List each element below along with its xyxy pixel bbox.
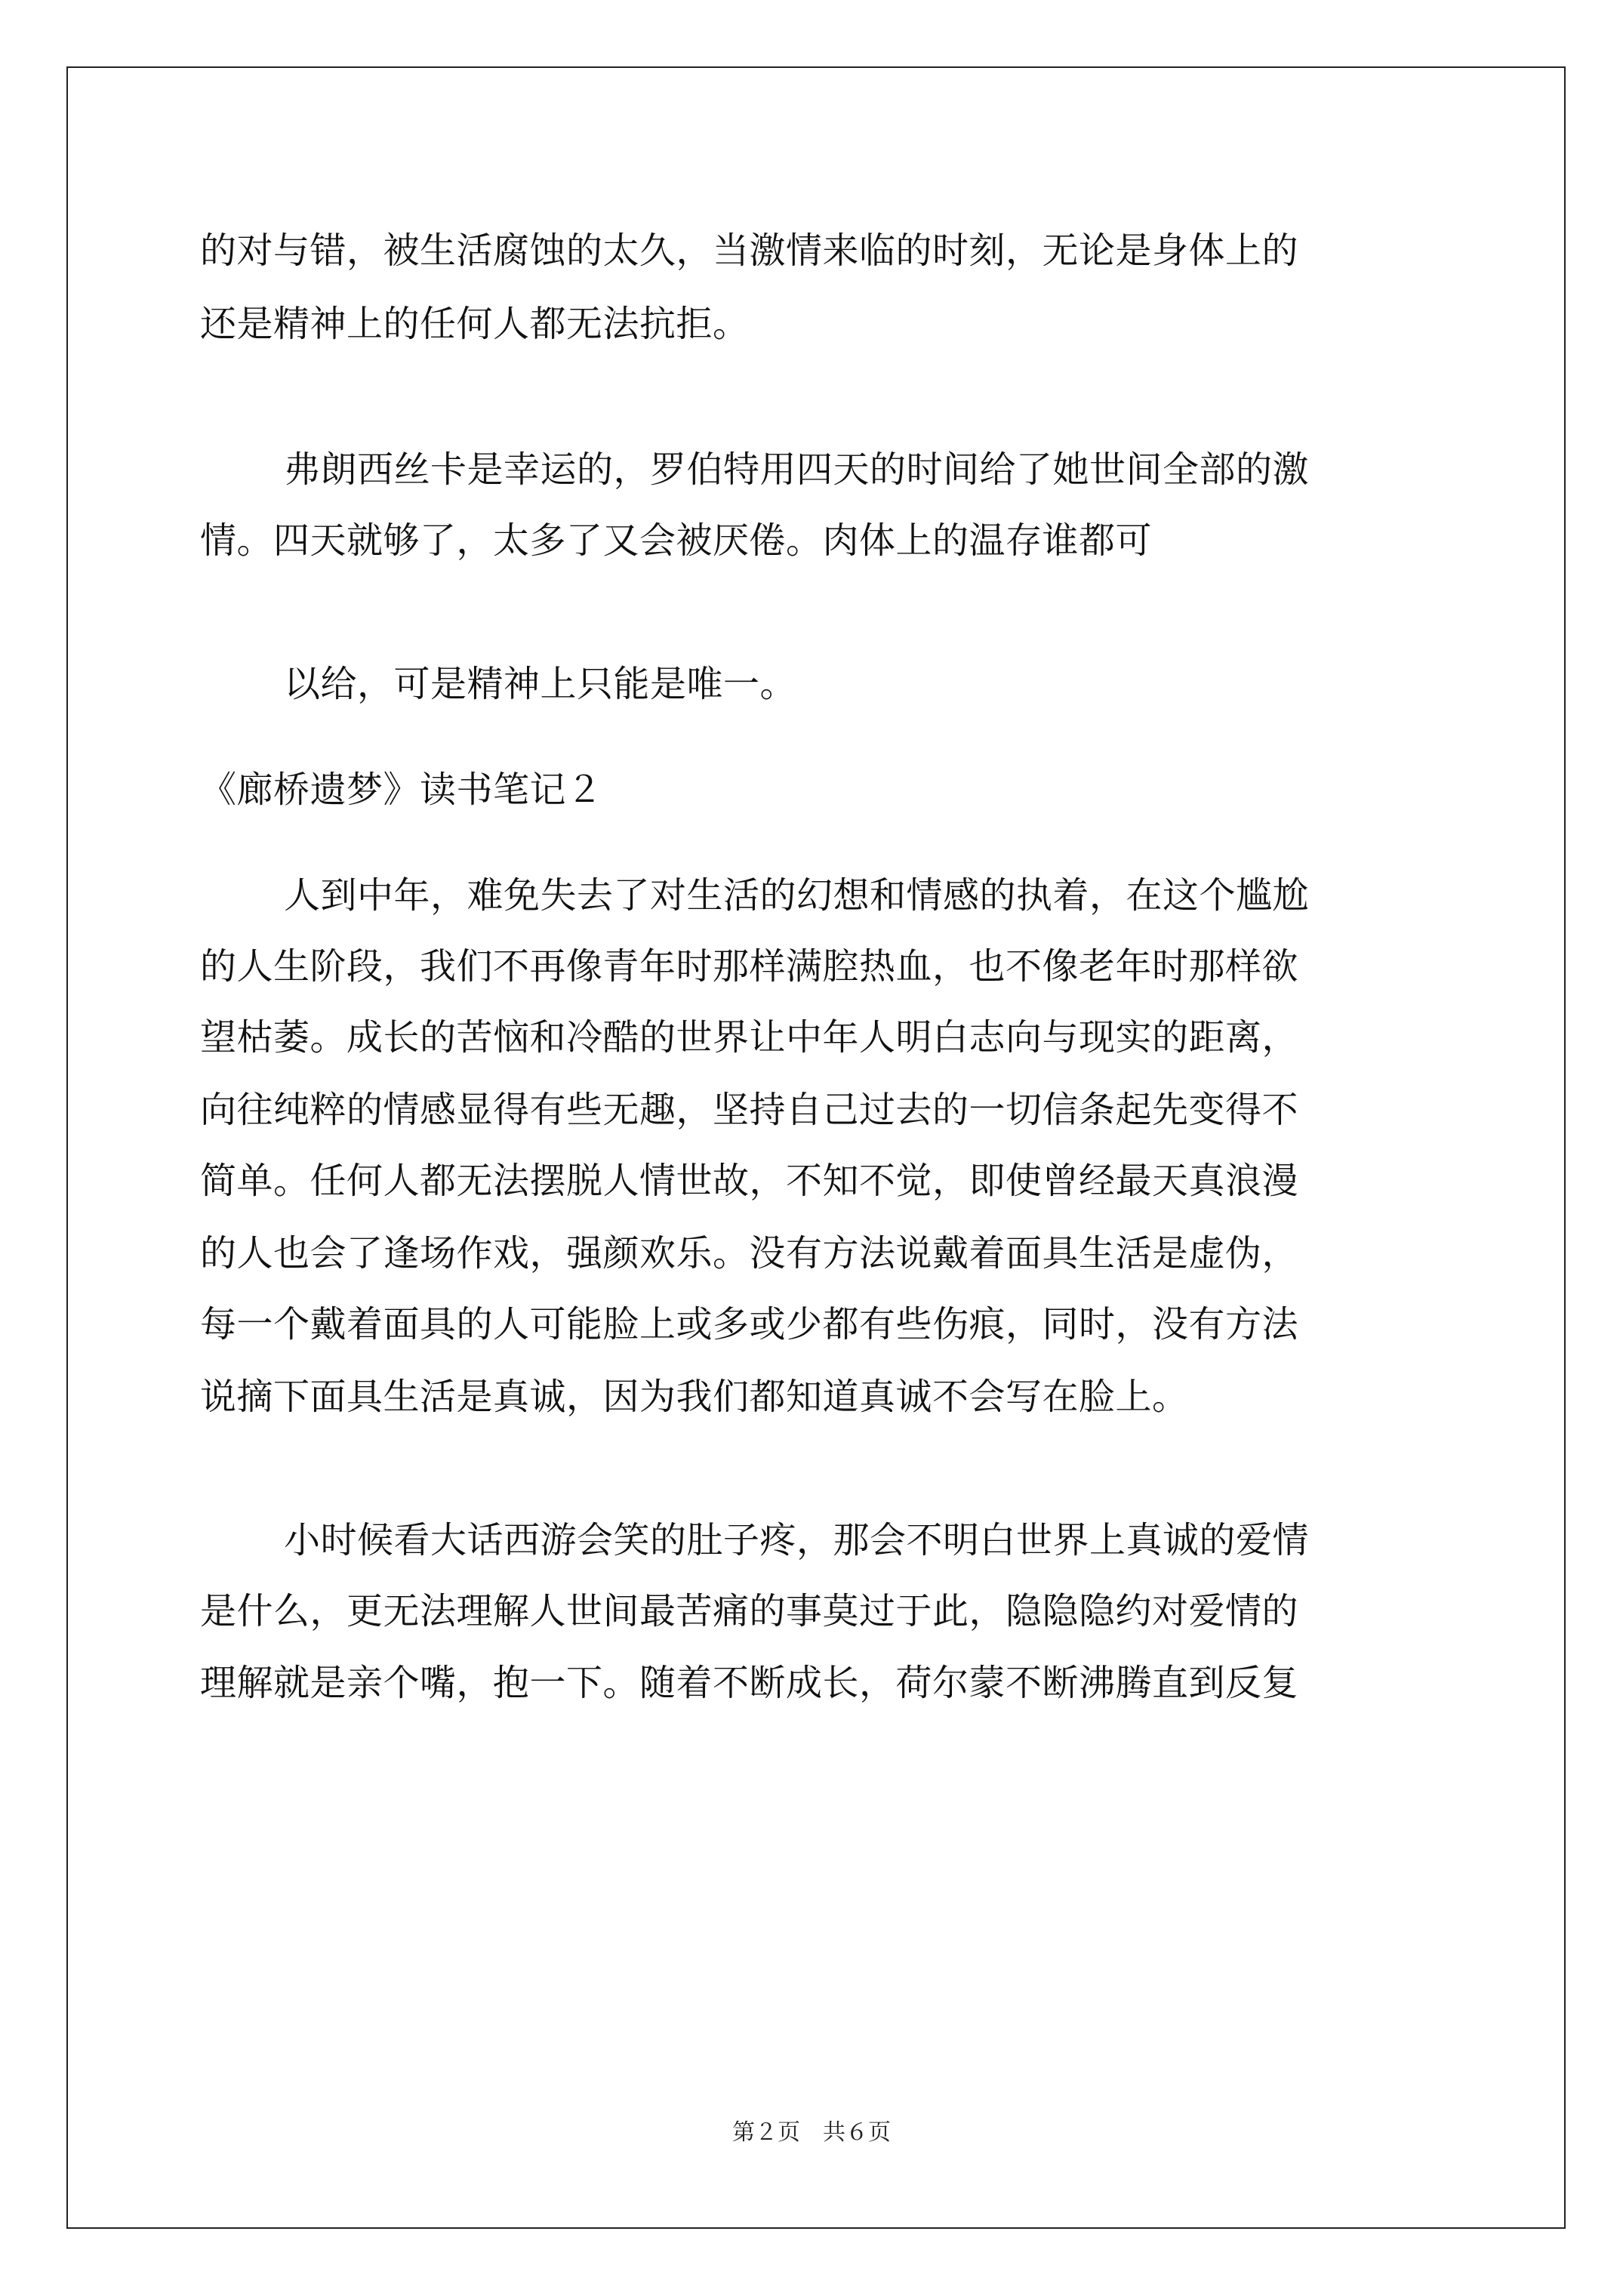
paragraph-start: 人到中年，难免失去了对生活的幻想和情感的执着，在这个尴尬 — [284, 874, 1310, 917]
text-line: 向往纯粹的情感显得有些无趣，坚持自己过去的一切信条起先变得不 — [200, 1089, 1299, 1131]
text-line: 的人生阶段，我们不再像青年时那样满腔热血，也不像老年时那样欲 — [200, 945, 1299, 988]
text-line: 望枯萎。成长的苦恼和冷酷的世界让中年人明白志向与现实的距离， — [200, 1016, 1299, 1059]
page-number: 第２页 共６页 — [732, 2119, 891, 2146]
text-line: 简单。任何人都无法摆脱人情世故，不知不觉，即使曾经最天真浪漫 — [200, 1160, 1299, 1202]
text-line: 的人也会了逢场作戏，强颜欢乐。没有方法说戴着面具生活是虚伪， — [200, 1232, 1299, 1274]
text-line: 情。四天就够了，太多了又会被厌倦。肉体上的温存谁都可 — [200, 519, 1153, 562]
page-border — [66, 66, 1566, 2229]
text-line: 是什么，更无法理解人世间最苦痛的事莫过于此，隐隐隐约对爱情的 — [200, 1590, 1299, 1632]
text-line: 的对与错，被生活腐蚀的太久，当激情来临的时刻，无论是身体上的 — [200, 230, 1299, 272]
paragraph-start: 以给，可是精神上只能是唯一。 — [284, 663, 797, 705]
text-line: 理解就是亲个嘴，抱一下。随着不断成长，荷尔蒙不断沸腾直到反复 — [200, 1662, 1299, 1704]
text-line: 说摘下面具生活是真诚，因为我们都知道真诚不会写在脸上。 — [200, 1376, 1189, 1418]
paragraph-start: 小时候看大话西游会笑的肚子疼，那会不明白世界上真诚的爱情 — [284, 1519, 1310, 1561]
section-heading: 《廊桥遗梦》读书笔记２ — [200, 769, 603, 811]
text-line: 还是精神上的任何人都无法抗拒。 — [200, 303, 750, 345]
text-line: 每一个戴着面具的人可能脸上或多或少都有些伤痕，同时，没有方法 — [200, 1303, 1299, 1345]
paragraph-start: 弗朗西丝卡是幸运的，罗伯特用四天的时间给了她世间全部的激 — [284, 448, 1310, 491]
